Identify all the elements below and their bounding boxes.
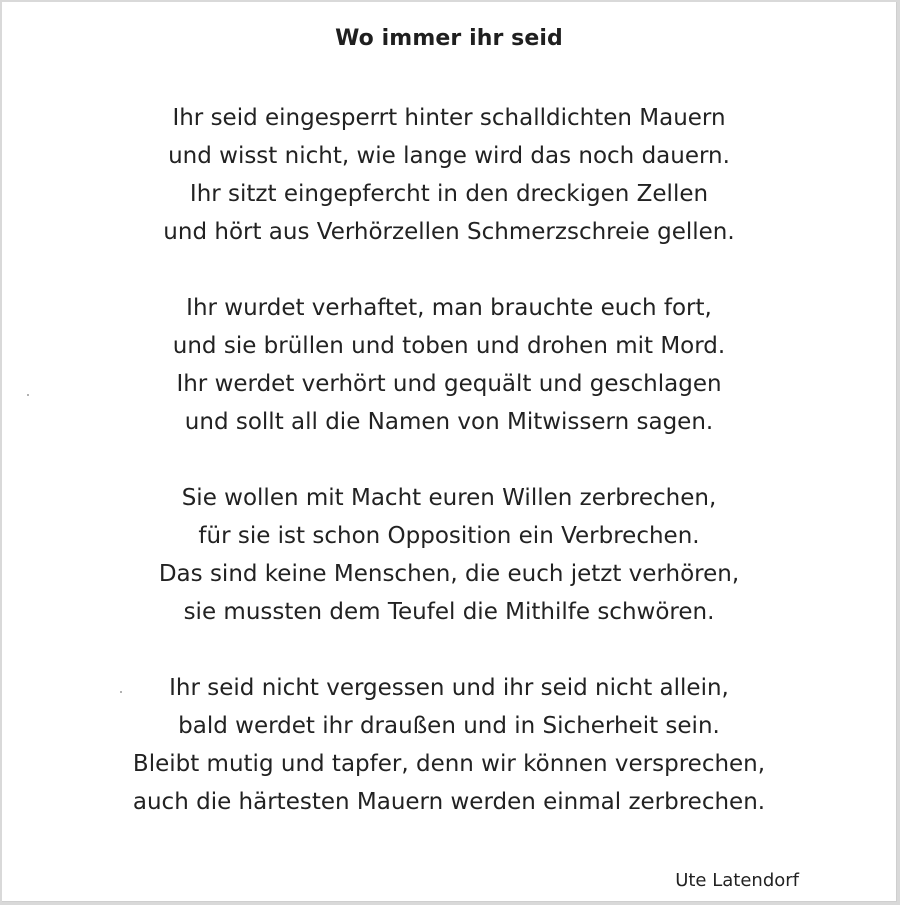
stanza-1 [2, 99, 896, 251]
scan-speck [27, 394, 29, 396]
scan-speck [120, 691, 122, 693]
author-name: Ute Latendorf [675, 870, 799, 891]
poem-line: und sollt all die Namen von Mitwissern sagen. [184, 409, 714, 435]
stanza-2 [2, 289, 896, 441]
poem-line: für sie ist schon Opposition ein Verbrechen. [198, 523, 700, 549]
poem-line: und hört aus Verhörzellen Schmerzschreie gellen. [163, 219, 735, 245]
poem-line: Ihr seid nicht vergessen und ihr seid nicht allein, [169, 675, 729, 701]
poem-line: Sie wollen mit Macht euren Willen zerbrechen, [181, 485, 717, 511]
poem-line: sie mussten dem Teufel die Mithilfe schwören. [183, 599, 715, 625]
poem-line: Ihr werdet verhört und gequält und geschlagen [176, 371, 722, 397]
stanza-4 [2, 669, 896, 821]
poem-line: Ihr wurdet verhaftet, man brauchte euch fort, [186, 295, 712, 321]
poem-line: und wisst nicht, wie lange wird das noch dauern. [168, 143, 730, 169]
poem-line: Ihr sitzt eingepfercht in den dreckigen Zellen [189, 181, 709, 207]
poem-title: Wo immer ihr seid [335, 26, 563, 51]
poem-line: auch die härtesten Mauern werden einmal zerbrechen. [132, 789, 766, 815]
poem-line: bald werdet ihr draußen und in Sicherheit sein. [178, 713, 720, 739]
document-page [2, 2, 897, 902]
poem-line: und sie brüllen und toben und drohen mit Mord. [172, 333, 726, 359]
poem-line: Bleibt mutig und tapfer, denn wir können versprechen, [132, 751, 766, 777]
poem-line: Das sind keine Menschen, die euch jetzt verhören, [158, 561, 740, 587]
stanza-3 [2, 479, 896, 631]
poem-body [2, 99, 896, 859]
poem-line: Ihr seid eingesperrt hinter schalldichten Mauern [172, 105, 726, 131]
